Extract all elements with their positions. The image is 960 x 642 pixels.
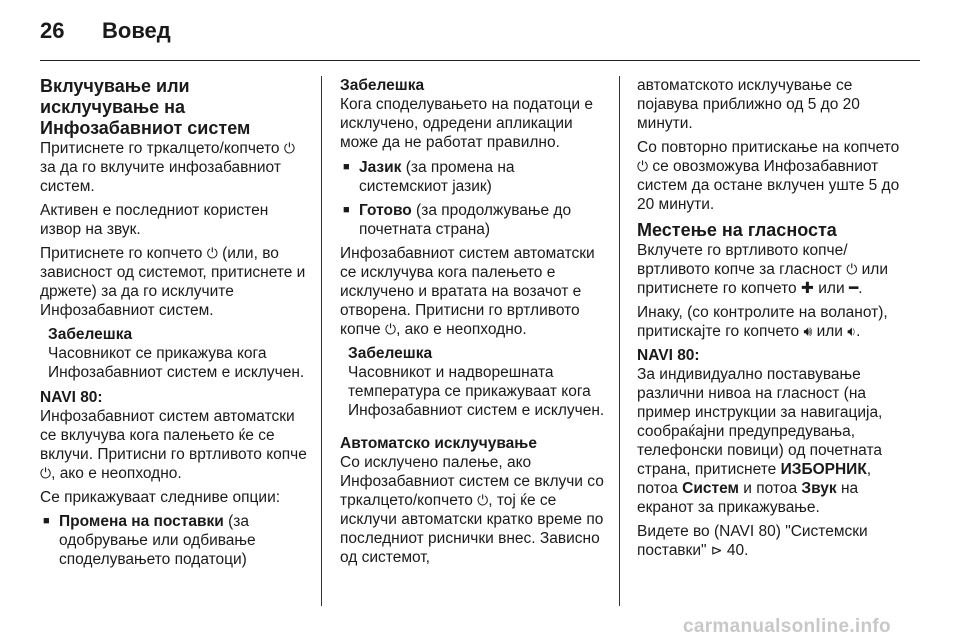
minus-icon: ━: [848, 280, 859, 297]
note: [340, 76, 605, 152]
power-icon: ⏻: [637, 158, 649, 174]
paragraph: Инаку, (со контролите на воланот), притискајте го копчето 🔊︎ или 🔉︎.: [637, 304, 888, 340]
watermark-logo: carmanualsonline.info: [683, 616, 891, 637]
navi-label: NAVI 80:: [40, 389, 103, 406]
power-icon: ⏻: [283, 140, 295, 156]
note-title: Забелешка: [348, 345, 433, 362]
paragraph: Инфозабавниот систем автоматски се вклучува кога палењето ќе се вклучи. Притисни го вртливото копче ⏻, ако е неопходно.: [40, 408, 307, 482]
page-header: [40, 18, 171, 44]
column-divider: [619, 76, 620, 606]
volume-up-icon: 🔊︎: [803, 323, 813, 339]
paragraph: Активен е последниот користен извор на звук.: [40, 202, 269, 238]
column-3: [637, 76, 907, 565]
power-icon: ⏻: [384, 321, 397, 337]
column-1: [40, 76, 310, 574]
note-title: Забелешка: [340, 77, 425, 94]
paragraph: Со исклучено палење, ако Инфозабавниот систем се вклучи со тркалцето/копчето ⏻, тој ќе се исклучи автоматски кратко време по последниот риснички внес. Зависно од системот,: [340, 454, 604, 566]
note-text: Часовникот се прикажува кога Инфозабавниот систем е исклучен.: [48, 345, 305, 381]
subsection-title: Автоматско исклучување: [340, 435, 537, 452]
paragraph: Притиснете го тркалцето/копчето ⏻ за да го вклучите инфозабавниот систем.: [40, 140, 295, 195]
column-divider: [321, 76, 322, 606]
note: [48, 325, 310, 382]
note-text: Кога споделувањето на податоци е исклучено, одредени апликации може да не работат правилно.: [340, 96, 593, 151]
paragraph: Видете во (NAVI 80) "Системски поставки" ⊳ 40.: [637, 523, 868, 559]
navi-label: NAVI 80:: [637, 347, 700, 364]
list-item: ■ Готово (за продолжување до почетната страна): [340, 201, 605, 239]
paragraph: Инфозабавниот систем автоматски се исклучува кога палењето е исклучено и вратата на возачот е отворена. Притисни го вртливото копче ⏻, ако е неопходно.: [340, 245, 595, 338]
page-reference-icon: ⊳: [710, 542, 723, 558]
page-title: Вовед: [102, 18, 171, 43]
list-item: ■ Промена на поставки (за одобрување или одбивање споделувањето податоци): [40, 512, 310, 569]
note-text: Часовникот и надворешната температура се прикажуваат кога Инфозабавниот систем е исклучен.: [348, 364, 605, 419]
note: [348, 344, 605, 420]
power-icon: ⏻: [206, 245, 218, 261]
paragraph: За индивидуално поставување различни нивоа на гласност (на пример инструкции за навигација, сообраќајни предупредувања, телефонски повици) од почетната страна, притиснете ИЗБОРНИК, потоа Систем и потоа Звук на екранот за прикажување.: [637, 366, 883, 516]
power-icon: ⏻: [846, 261, 858, 277]
paragraph: автоматското исклучување се појавува приближно од 5 до 20 минути.: [637, 77, 860, 132]
volume-down-icon: 🔉︎: [847, 323, 857, 339]
paragraph: Со повторно притискање на копчето ⏻ се овозможува Инфозабавниот систем да остане вклучен уште 5 до 20 минути.: [637, 139, 900, 213]
section-heading: Местење на гласноста: [637, 220, 837, 240]
paragraph: Вклучете го вртливото копче/ вртливото копче за гласност ⏻ или притиснете го копчето ✚ или ━.: [637, 242, 888, 297]
note-title: Забелешка: [48, 326, 133, 343]
header-rule: [40, 60, 920, 61]
paragraph: Притиснете го копчето ⏻ (или, во зависност од системот, притиснете и држете) за да го исклучите Инфозабавниот систем.: [40, 245, 306, 319]
power-icon: ⏻: [40, 465, 52, 481]
section-heading: Вклучување или исклучување на Инфозабавниот систем: [40, 76, 251, 138]
paragraph: Се прикажуваат следниве опции:: [40, 489, 281, 506]
list-item: ■ Јазик (за промена на системскиот јазик): [340, 158, 605, 196]
page-number: 26: [40, 18, 65, 43]
plus-icon: ✚: [800, 280, 814, 297]
power-icon: ⏻: [477, 492, 489, 508]
column-2: [340, 76, 605, 572]
